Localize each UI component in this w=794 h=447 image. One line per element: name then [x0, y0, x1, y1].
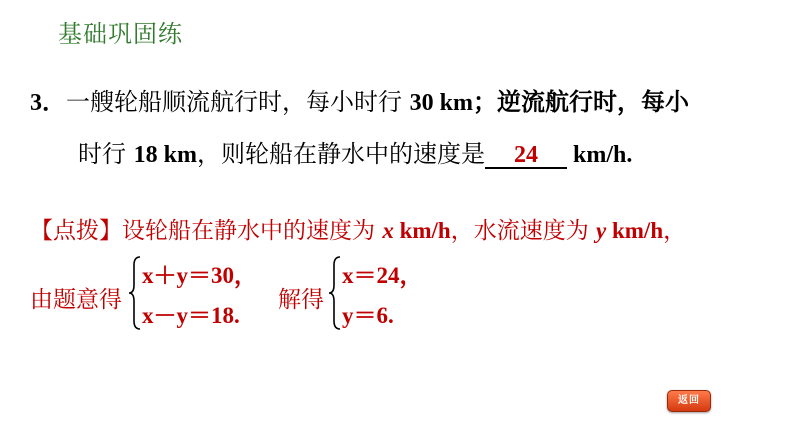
- question-number: 3．: [30, 90, 66, 116]
- downstream-speed: 30: [409, 90, 434, 116]
- left-brace-icon: [328, 255, 342, 331]
- section-title: 基础巩固练: [58, 20, 183, 48]
- question-line-2: [78, 134, 632, 169]
- tip-text-b: ，水流速度为: [450, 218, 597, 244]
- answer-unit: km/h.: [566, 142, 633, 168]
- system1-label: 由题意得: [30, 287, 122, 313]
- equation-system-2: [328, 255, 438, 331]
- tip-text-c: ，: [663, 218, 687, 244]
- question-text-2a: 时行: [78, 140, 134, 168]
- question-line-1: [30, 82, 689, 117]
- question-text-2b: ，则轮船在静水中的速度是: [196, 140, 485, 168]
- var-x: x: [382, 218, 394, 243]
- answer-blank: 24: [485, 143, 567, 169]
- tip-line: [30, 212, 686, 245]
- system2-eq2: y＝6.: [342, 303, 394, 328]
- equation-system-1: [128, 255, 268, 331]
- back-button[interactable]: 返回: [667, 390, 711, 412]
- tip-unit-1: km/h: [393, 218, 451, 243]
- upstream-speed: 18 km: [133, 142, 197, 168]
- question-text-1b: km；逆流航行时，每小: [433, 90, 689, 116]
- left-brace-icon: [128, 255, 142, 331]
- tip-text-a: 设轮船在静水中的速度为: [122, 218, 383, 244]
- tip-label: 【点拨】: [30, 218, 122, 244]
- system2-eq1: x＝24，: [342, 263, 423, 288]
- system1-eq1: x＋y＝30，: [142, 263, 257, 288]
- system1-eq2: x－y＝18.: [142, 303, 240, 328]
- system2-label: 解得: [278, 287, 324, 313]
- var-y: y: [596, 218, 607, 243]
- question-text-1a: 一艘轮船顺流航行时，每小时行: [66, 88, 410, 116]
- tip-unit-2: km/h: [606, 218, 664, 243]
